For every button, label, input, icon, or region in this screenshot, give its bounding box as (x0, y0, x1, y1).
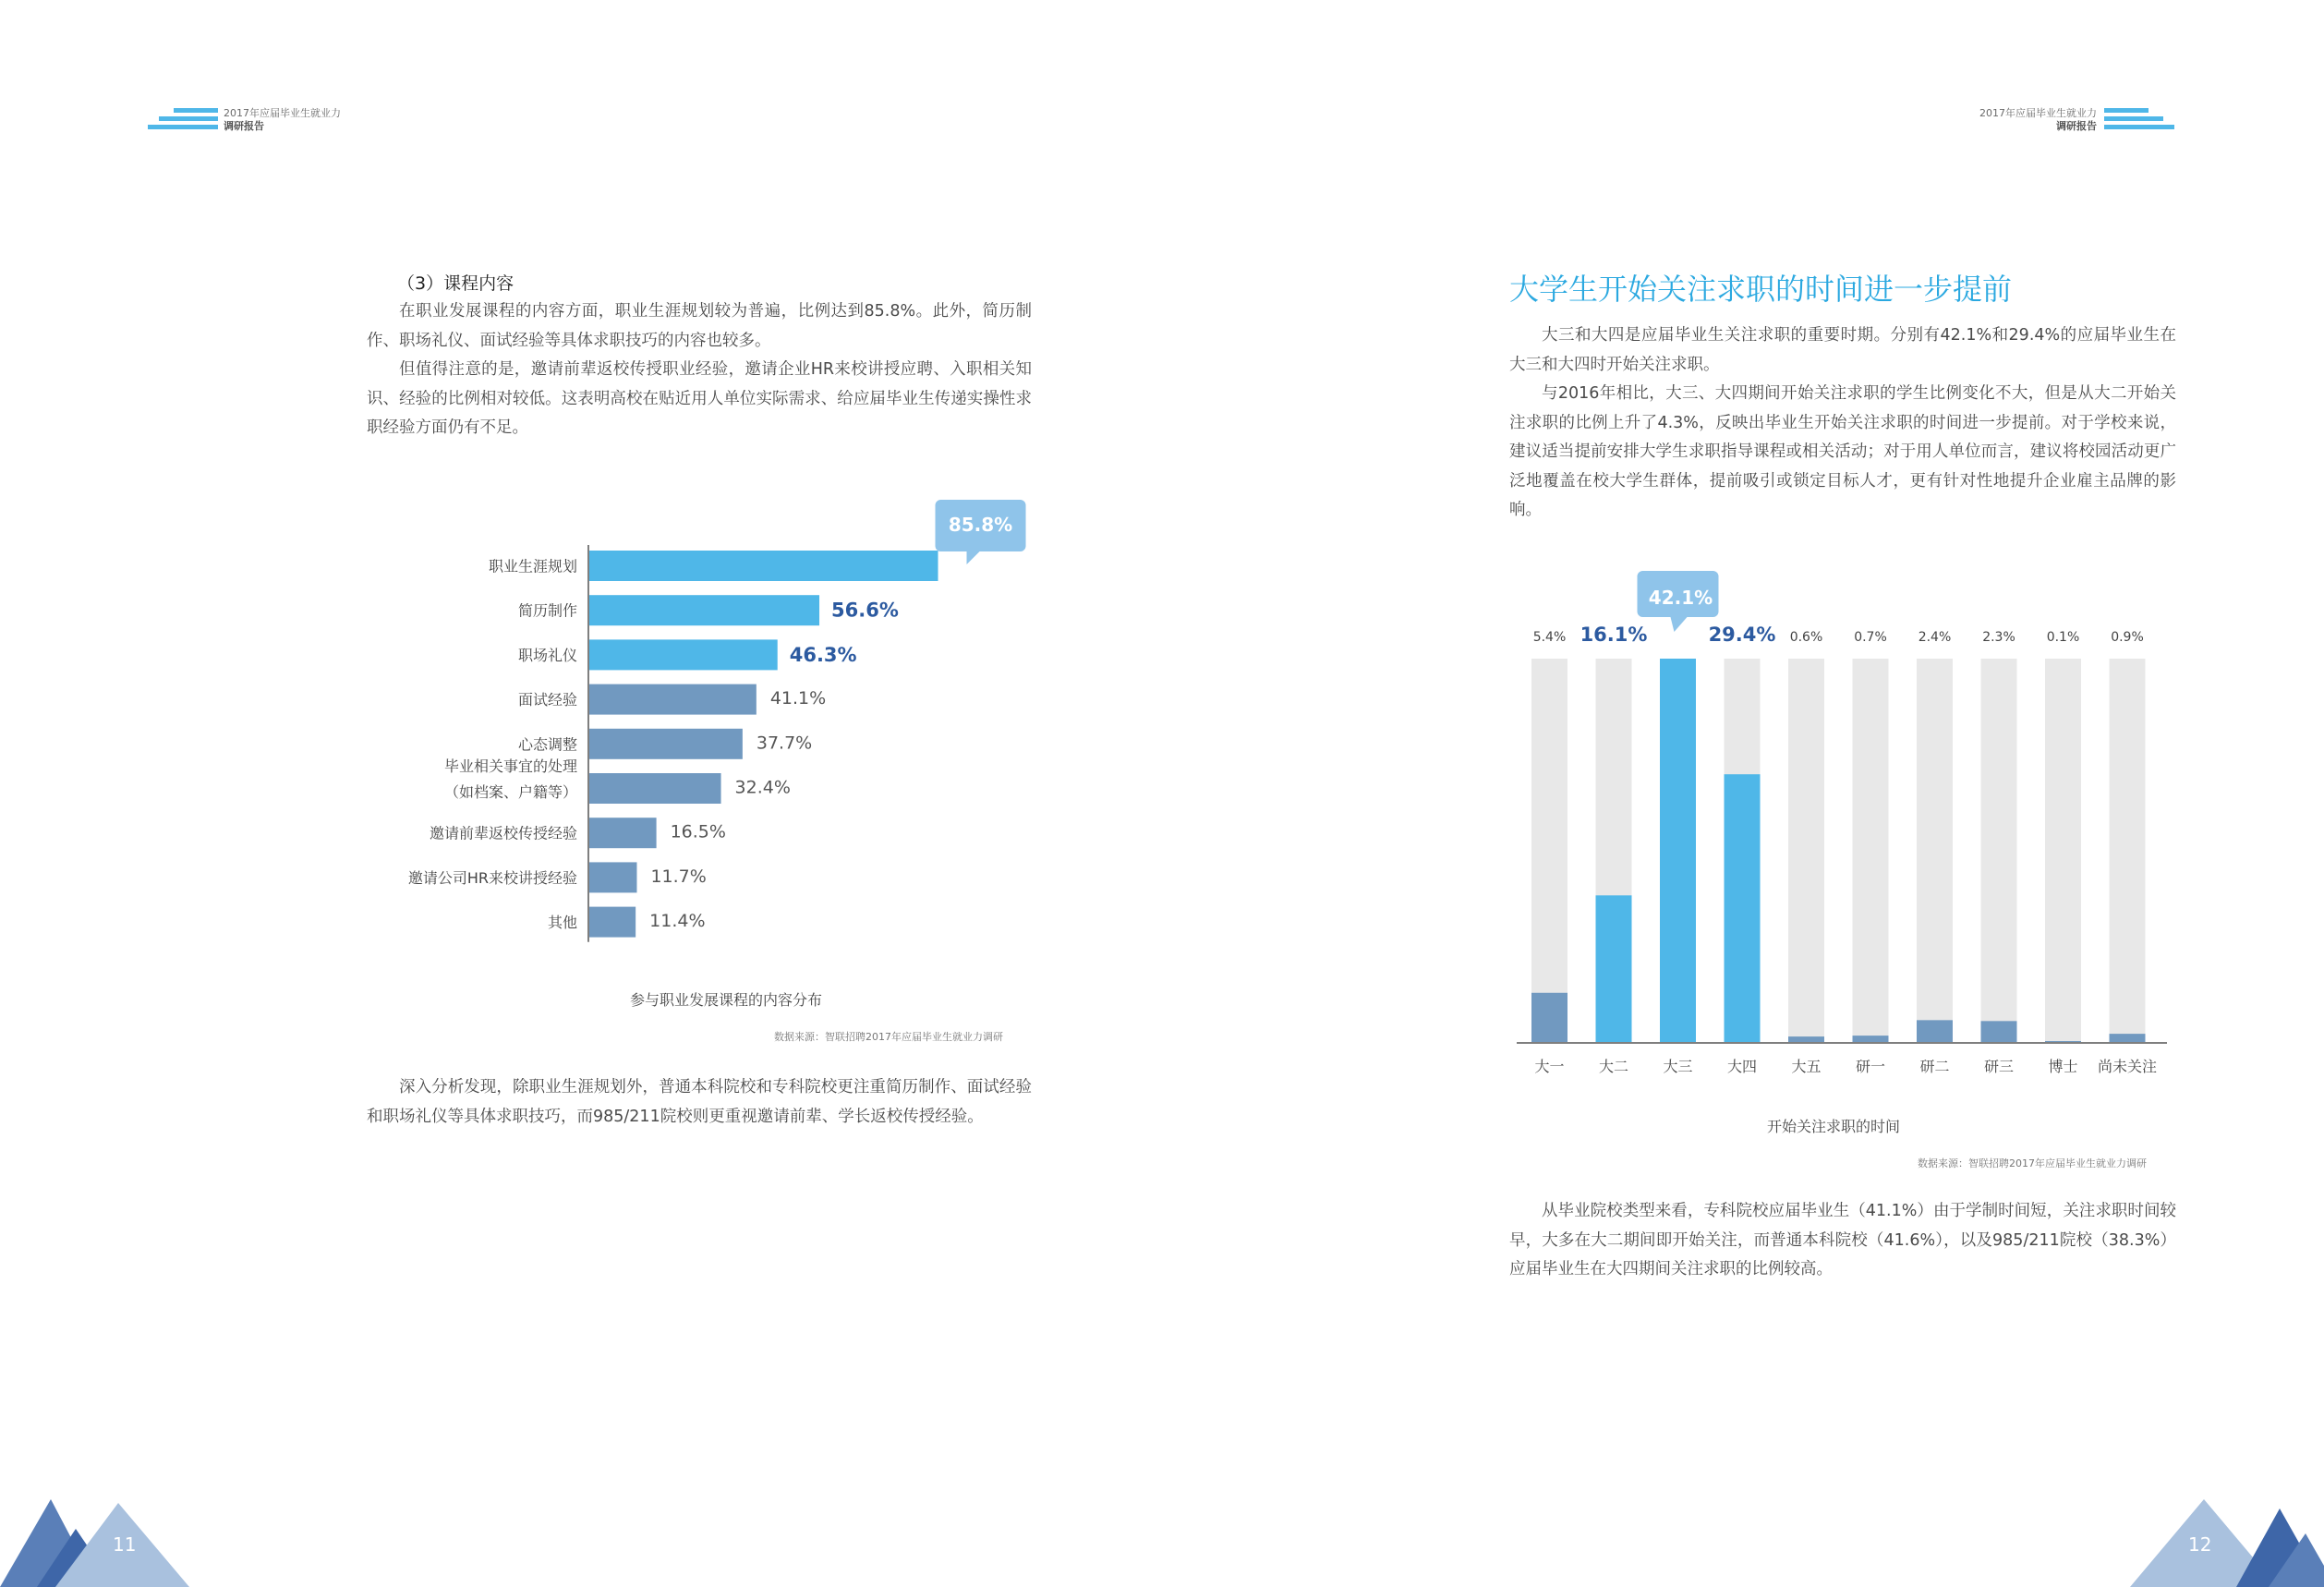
data-label: 11.7% (650, 866, 707, 887)
bar (589, 907, 635, 938)
bar (589, 639, 778, 670)
category-label: 职场礼仪 (517, 646, 577, 664)
category-label: 研一 (1855, 1058, 1886, 1075)
bar (589, 818, 657, 848)
bar (1917, 1020, 1953, 1042)
category-label: 大二 (1598, 1058, 1629, 1075)
data-label: 2.4% (1918, 630, 1952, 645)
bar (589, 862, 636, 892)
right-footer-decoration (2121, 1492, 2324, 1587)
data-label: 0.1% (2046, 630, 2080, 645)
page-title: 大学生开始关注求职的时间进一步提前 (1509, 272, 2013, 307)
data-label: 11.4% (649, 911, 706, 932)
category-label: 博士 (2048, 1058, 2078, 1075)
bar (589, 684, 757, 715)
paragraph: 在职业发展课程的内容方面，职业生涯规划较为普遍，比例达到85.8%。此外，简历制作、职场礼仪、面试经验等具体求职技巧的内容也较多。 (367, 302, 1032, 350)
data-label: 16.5% (670, 821, 726, 842)
page-number: 12 (2188, 1533, 2212, 1556)
paragraph: 与2016年相比，大三、大四期间开始关注求职的学生比例变化不大，但是从大二开始关注求职的比例上升了4.3%，反映出毕业生开始关注求职的时间进一步提前。对于学校来说，建议适当提前安排大学生求职指导课程或相关活动；对于用人单位而言，建议将校园活动更广泛地覆盖在校大学生群体，提前吸引或锁定目标人才，更有针对性地提升企业雇主品牌的影响。 (1509, 384, 2176, 519)
category-label: 心态调整 (517, 735, 577, 754)
bar (589, 773, 721, 804)
bar-track (2045, 659, 2081, 1042)
bar (2110, 1034, 2146, 1042)
bar (1725, 774, 1761, 1042)
header-title: 2017年应届毕业生就业力 (224, 107, 341, 119)
paragraph: 深入分析发现，除职业生涯规划外，普通本科院校和专科院校更注重简历制作、面试经验和职场礼仪等具体求职技巧，而985/211院校则更重视邀请前辈、学长返校传授经验。 (367, 1078, 1032, 1126)
bar (2045, 1041, 2081, 1042)
bar (1788, 1036, 1824, 1042)
category-label: 研三 (1983, 1058, 2015, 1075)
category-label: 邀请公司HR来校讲授经验 (407, 868, 577, 887)
bar-track (1788, 659, 1824, 1042)
header-bar (2104, 125, 2174, 129)
bar (589, 729, 743, 759)
category-label: 大五 (1791, 1058, 1822, 1075)
bar-track (1531, 659, 1567, 1042)
bar (1981, 1021, 2017, 1042)
data-label: 0.7% (1854, 630, 1887, 645)
data-label: 56.6% (831, 599, 899, 622)
left-footer-decoration (0, 1492, 203, 1587)
data-label: 0.6% (1789, 630, 1823, 645)
paragraph: 从毕业院校类型来看，专科院校应届毕业生（41.1%）由于学制时间短，关注求职时间较早，大多在大二期间即开始关注，而普通本科院校（41.6%），以及985/211院校（38.3%）应届毕业生在大四期间关注求职的比例较高。 (1509, 1202, 2176, 1278)
category-label: 职业生涯规划 (488, 557, 577, 575)
bar (1596, 895, 1632, 1042)
category-label: （如档案、户籍等） (443, 783, 577, 801)
bar (589, 595, 819, 625)
chart-caption: 开始关注求职的时间 (1767, 1118, 1901, 1135)
right-analysis-text (1509, 1197, 2176, 1285)
category-label: 面试经验 (517, 691, 577, 709)
section-title: （3）课程内容 (397, 273, 514, 294)
data-label: 37.7% (756, 733, 813, 754)
bar-track (1917, 659, 1953, 1042)
header-bar (2104, 116, 2163, 121)
chart-source: 数据来源：智联招聘2017年应届毕业生就业力调研 (1918, 1157, 2147, 1169)
category-label: 其他 (547, 914, 577, 932)
bar (1531, 993, 1567, 1042)
category-label: 大三 (1663, 1058, 1693, 1075)
data-label: 32.4% (734, 777, 791, 798)
data-label: 29.4% (1708, 624, 1776, 646)
job-search-start-time-chart (1509, 563, 2184, 1090)
header-subtitle: 调研报告 (2056, 120, 2097, 132)
category-label: 毕业相关事宜的处理 (443, 757, 577, 775)
bar (1660, 659, 1696, 1042)
paragraph: 但值得注意的是，邀请前辈返校传授职业经验，邀请企业HR来校讲授应聘、入职相关知识、经验的比例相对较低。这表明高校在贴近用人单位实际需求、给应届毕业生传递实操性求职经验方面仍有不足。 (367, 360, 1032, 437)
chart-caption: 参与职业发展课程的内容分布 (630, 991, 823, 1009)
header-title: 2017年应届毕业生就业力 (1979, 107, 2097, 119)
left-intro-text (367, 297, 1032, 443)
page-number: 11 (113, 1533, 137, 1556)
right-intro-text (1509, 321, 2176, 526)
left-analysis-text (367, 1073, 1032, 1132)
category-label: 邀请前辈返校传授经验 (429, 824, 577, 842)
data-label: 46.3% (789, 643, 857, 666)
bar-track (2110, 659, 2146, 1042)
category-label: 大四 (1726, 1058, 1758, 1075)
bar (589, 551, 938, 581)
category-label: 简历制作 (517, 601, 577, 620)
data-label: 85.8% (948, 514, 1013, 536)
category-label: 尚未关注 (2097, 1058, 2158, 1075)
data-label: 16.1% (1580, 624, 1648, 646)
category-label: 研二 (1919, 1058, 1950, 1075)
bar-track (1853, 659, 1889, 1042)
chart-source: 数据来源：智联招聘2017年应届毕业生就业力调研 (774, 1031, 1003, 1043)
data-label: 41.1% (769, 688, 827, 709)
data-label: 42.1% (1648, 587, 1713, 609)
category-label: 大一 (1534, 1058, 1565, 1075)
header-bar (159, 116, 218, 121)
header-bar (148, 125, 218, 129)
data-label: 0.9% (2111, 630, 2144, 645)
header-subtitle: 调研报告 (224, 120, 264, 132)
course-content-bar-chart (351, 490, 1071, 951)
header-bar (174, 108, 218, 113)
data-label: 2.3% (1982, 630, 2015, 645)
header-bar (2104, 108, 2148, 113)
bar-track (1981, 659, 2017, 1042)
data-label: 5.4% (1532, 630, 1567, 645)
bar (1853, 1036, 1889, 1042)
paragraph: 大三和大四是应届毕业生关注求职的重要时期。分别有42.1%和29.4%的应届毕业生在大三和大四时开始关注求职。 (1509, 326, 2176, 374)
